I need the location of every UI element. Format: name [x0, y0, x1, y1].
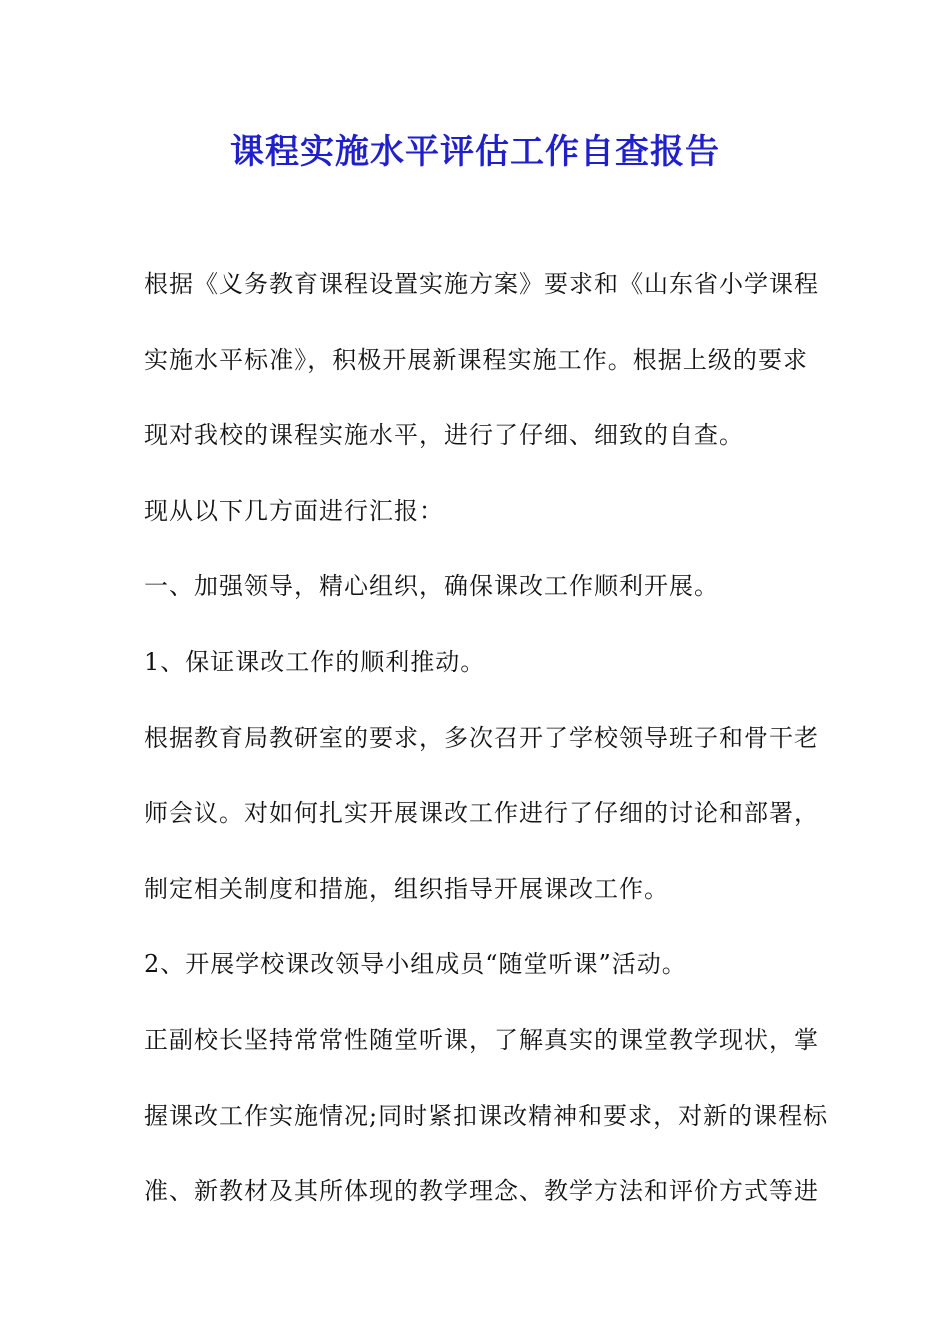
paragraph-line: 握课改工作实施情况;同时紧扣课改精神和要求，对新的课程标 [144, 1101, 829, 1130]
document-body [144, 262, 829, 1245]
paragraph-line: 现从以下几方面进行汇报： [144, 496, 444, 525]
paragraph-line: 准、新教材及其所体现的教学理念、教学方法和评价方式等进 [144, 1177, 819, 1206]
paragraph-line: 根据《义务教育课程设置实施方案》要求和《山东省小学课程 [144, 270, 819, 298]
subsection-heading: 1、保证课改工作的顺利推动。 [144, 647, 486, 676]
paragraph-line: 师会议。对如何扎实开展课改工作进行了仔细的讨论和部署， [144, 799, 819, 828]
paragraph-line: 现对我校的课程实施水平，进行了仔细、细致的自查。 [144, 421, 744, 450]
paragraph-line: 正副校长坚持常常性随堂听课，了解真实的课堂教学现状，掌 [144, 1025, 819, 1054]
paragraph-line: 根据教育局教研室的要求，多次召开了学校领导班子和骨干老 [144, 723, 819, 752]
paragraph-line: 制定相关制度和措施，组织指导开展课改工作。 [144, 874, 669, 903]
paragraph-line: 实施水平标准》，积极开展新课程实施工作。根据上级的要求 [144, 345, 808, 374]
document-title: 课程实施水平评估工作自查报告 [230, 132, 720, 172]
subsection-heading: 2、开展学校课改领导小组成员“随堂听课”活动。 [144, 950, 687, 979]
section-heading: 一、加强领导，精心组织，确保课改工作顺利开展。 [144, 572, 719, 601]
